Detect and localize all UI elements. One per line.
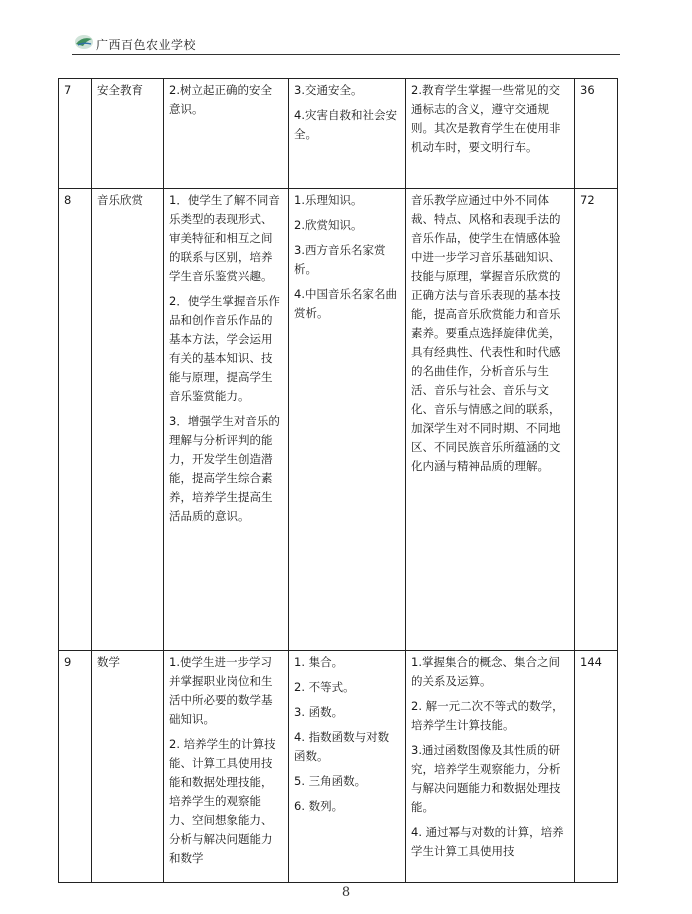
- contents-cell-paragraph: 3. 函数。: [294, 705, 344, 719]
- table-row: [59, 651, 618, 883]
- hours-cell: 36: [575, 79, 618, 189]
- contents-cell-paragraph: 6. 数列。: [294, 799, 344, 813]
- row-number-cell: 8: [59, 189, 92, 651]
- requirements-cell-paragraph: 3.通过函数图像及其性质的研究，培养学生观察能力，分析与解决问题能力和数据处理技能。: [411, 743, 561, 814]
- table-row: [59, 79, 618, 189]
- requirements-cell-paragraph: 1.掌握集合的概念、集合之间的关系及运算。: [411, 655, 560, 688]
- requirements-cell: [406, 189, 575, 651]
- requirements-cell-paragraph: 2. 解一元二次不等式的数学，培养学生计算技能。: [411, 699, 564, 732]
- table-row: [59, 189, 618, 651]
- objectives-cell-paragraph: 1.使学生进一步学习并掌握职业岗位和生活中所必要的数学基础知识。: [169, 655, 273, 726]
- row-number-cell: 7: [59, 79, 92, 189]
- objectives-cell-paragraph: 2.树立起正确的安全意识。: [169, 83, 272, 116]
- course-name-cell: 数学: [92, 651, 164, 883]
- objectives-cell: [164, 651, 289, 883]
- curriculum-table-body: [59, 79, 618, 883]
- objectives-cell-paragraph: 2．使学生掌握音乐作品和创作音乐作品的基本方法，学会运用有关的基本知识、技能与原理，提高学生音乐鉴赏能力。: [169, 294, 280, 403]
- contents-cell: [289, 651, 406, 883]
- objectives-cell-paragraph: 3．增强学生对音乐的理解与分析评判的能力，开发学生创造潜能，提高学生综合素养，培养学生提高生活品质的意识。: [169, 414, 280, 523]
- requirements-cell-paragraph: 2.教育学生掌握一些常见的交通标志的含义，遵守交通规则。其次是教育学生在使用非机动车时，要文明行车。: [411, 83, 561, 154]
- school-name: 广西百色农业学校: [96, 38, 197, 52]
- school-logo-icon: [74, 32, 94, 50]
- requirements-cell-paragraph: 音乐教学应通过中外不同体裁、特点、风格和表现手法的音乐作品，使学生在情感体验中进一步学习音乐基础知识、技能与原理，掌握音乐欣赏的正确方法与音乐表现的基本技能，提高音乐欣赏能力和音乐素养。要重点选择旋律优美，具有经典性、代表性和时代感的名曲佳作，分析音乐与生活、音乐与社会、音乐与文化、音乐与情感之间的联系，加深学生对不同时期、不同地区、不同民族音乐所蕴涵的文化内涵与精神品质的理解。: [411, 193, 561, 473]
- requirements-cell-paragraph: 4. 通过幂与对数的计算，培养学生计算工具使用技: [411, 825, 564, 858]
- course-name-cell: 音乐欣赏: [92, 189, 164, 651]
- objectives-cell: [164, 189, 289, 651]
- objectives-cell-paragraph: 1．使学生了解不同音乐类型的表现形式、审美特征和相互之间的联系与区别，培养学生音乐鉴赏兴趣。: [169, 193, 280, 283]
- hours-cell: 144: [575, 651, 618, 883]
- contents-cell-paragraph: 4. 指数函数与对数函数。: [294, 730, 390, 763]
- contents-cell-paragraph: 3.西方音乐名家赏析。: [294, 243, 386, 276]
- curriculum-table: [58, 78, 618, 883]
- contents-cell-paragraph: 2.欣赏知识。: [294, 218, 363, 232]
- page-number: 8: [341, 885, 351, 900]
- contents-cell-paragraph: 4.中国音乐名家名曲赏析。: [294, 287, 397, 320]
- objectives-cell-paragraph: 2. 培养学生的计算技能、计算工具使用技能和数据处理技能，培养学生的观察能力、空间想象能力、分析与解决问题能力和数学: [169, 737, 276, 865]
- contents-cell-paragraph: 4.灾害自救和社会安全。: [294, 108, 397, 141]
- header-divider: [72, 54, 620, 55]
- contents-cell-paragraph: 3.交通安全。: [294, 83, 363, 97]
- course-name-cell: 安全教育: [92, 79, 164, 189]
- contents-cell-paragraph: 5. 三角函数。: [294, 774, 367, 788]
- contents-cell-paragraph: 2. 不等式。: [294, 680, 355, 694]
- requirements-cell: [406, 651, 575, 883]
- contents-cell: [289, 79, 406, 189]
- hours-cell: 72: [575, 189, 618, 651]
- contents-cell-paragraph: 1. 集合。: [294, 655, 344, 669]
- contents-cell-paragraph: 1.乐理知识。: [294, 193, 363, 207]
- row-number-cell: 9: [59, 651, 92, 883]
- objectives-cell: [164, 79, 289, 189]
- page-header: [72, 30, 620, 56]
- contents-cell: [289, 189, 406, 651]
- requirements-cell: [406, 79, 575, 189]
